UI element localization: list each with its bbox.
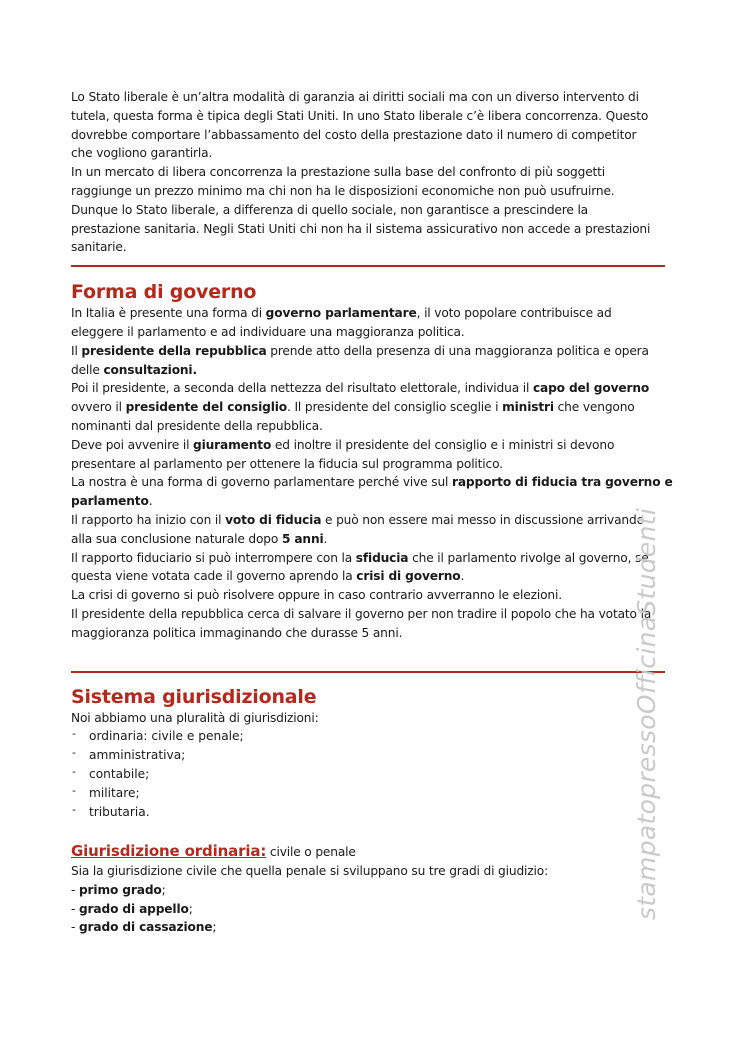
watermark: stampatopressoOfficinaStudenti	[632, 507, 661, 920]
text-line: raggiunge un prezzo minimo ma chi non ha le disposizioni economiche non può usufruirne.	[71, 183, 615, 198]
section-title-sistema: Sistema giurisdizionale	[71, 685, 317, 708]
text-line: Il rapporto fiduciario si può interrompere con la sfiducia che il parlamento rivolge al governo, se	[71, 550, 649, 565]
list-item: - ordinaria: civile e penale;	[72, 727, 244, 744]
text-line: ovvero il presidente del consiglio. Il presidente del consiglio sceglie i ministri che vengono	[71, 400, 635, 415]
subsection-heading	[71, 842, 675, 862]
document-page	[71, 88, 675, 937]
jurisdiction-list	[71, 727, 675, 821]
text-line: Poi il presidente, a seconda della nettezza del risultato elettorale, individua il capo del governo	[71, 381, 650, 396]
text-line: Lo Stato liberale è un’altra modalità di garanzia ai diritti sociali ma con un diverso intervento di	[71, 90, 639, 104]
dash-bullet: -	[72, 727, 76, 741]
text-line: Il presidente della repubblica prende atto della presenza di una maggioranza politica e opera	[71, 343, 649, 358]
grade-item: - grado di cassazione;	[71, 920, 217, 935]
section-divider	[71, 265, 665, 267]
text-line: La nostra è una forma di governo parlamentare perché vive sul rapporto di fiducia tra governo e	[71, 475, 673, 490]
text-line: Il rapporto ha inizio con il voto di fiducia e può non essere mai messo in discussione arrivando	[71, 512, 644, 527]
dash-bullet: -	[72, 746, 76, 760]
text-line: maggioranza politica immaginando che durasse 5 anni.	[71, 625, 403, 640]
text-line: Il presidente della repubblica cerca di salvare il governo per non tradire il popolo che ha votato la	[71, 606, 652, 621]
list-item: - contabile;	[72, 764, 150, 781]
text-line: tutela, questa forma è tipica degli Stati Uniti. In uno Stato liberale c’è libera concorrenza. Questo	[71, 108, 649, 123]
text-line: parlamento.	[71, 494, 153, 509]
list-item: - militare;	[72, 783, 140, 800]
forma-body	[71, 304, 675, 642]
text-line: che vogliono garantirla.	[71, 146, 213, 161]
text-line: In un mercato di libera concorrenza la prestazione sulla base del confronto di più soggetti	[71, 165, 606, 180]
text-line: prestazione sanitaria. Negli Stati Uniti chi non ha il sistema assicurativo non accede a prestazioni	[71, 221, 651, 236]
dash-bullet: -	[72, 783, 76, 797]
dash-bullet: -	[72, 764, 76, 778]
text-line: nominanti dal presidente della repubblica.	[71, 418, 323, 433]
text-line: presentare al parlamento per ottenere la fiducia sul programma politico.	[71, 456, 503, 471]
list-item: - amministrativa;	[72, 746, 186, 763]
text-line: Noi abbiamo una pluralità di giurisdizioni:	[71, 710, 319, 725]
dash-bullet: -	[72, 802, 76, 816]
grade-item: - grado di appello;	[71, 901, 193, 916]
text-line: Dunque lo Stato liberale, a differenza di quello sociale, non garantisce a prescindere la	[71, 202, 589, 217]
text-line: delle consultazioni.	[71, 362, 197, 377]
section-title-forma: Forma di governo	[71, 281, 257, 304]
text-line: La crisi di governo si può risolvere oppure in caso contrario avverranno le elezioni.	[71, 588, 562, 603]
text-line: eleggere il parlamento e ad individuare una maggioranza politica.	[71, 324, 465, 339]
list-item: - tributaria.	[72, 802, 150, 819]
text-line: Sia la giurisdizione civile che quella penale si sviluppano su tre gradi di giudizio:	[71, 864, 549, 879]
text-line: Deve poi avvenire il giuramento ed inoltre il presidente del consiglio e i ministri si devono	[71, 437, 615, 452]
text-line: questa viene votata cade il governo aprendo la crisi di governo.	[71, 569, 465, 584]
text-line: alla sua conclusione naturale dopo 5 anni.	[71, 531, 328, 546]
text-line: In Italia è presente una forma di governo parlamentare, il voto popolare contribuisce ad	[71, 306, 612, 321]
grade-item: - primo grado;	[71, 882, 166, 897]
text-line: sanitarie.	[71, 240, 127, 255]
intro-paragraph	[71, 88, 675, 257]
section-divider	[71, 671, 665, 673]
subsection-title-ordinaria: Giurisdizione ordinaria:	[71, 842, 267, 861]
text-line: dovrebbe comportare l’abbassamento del costo della prestazione dato il numero di competitor	[71, 127, 637, 142]
subsection-subtitle: civile o penale	[266, 845, 356, 860]
